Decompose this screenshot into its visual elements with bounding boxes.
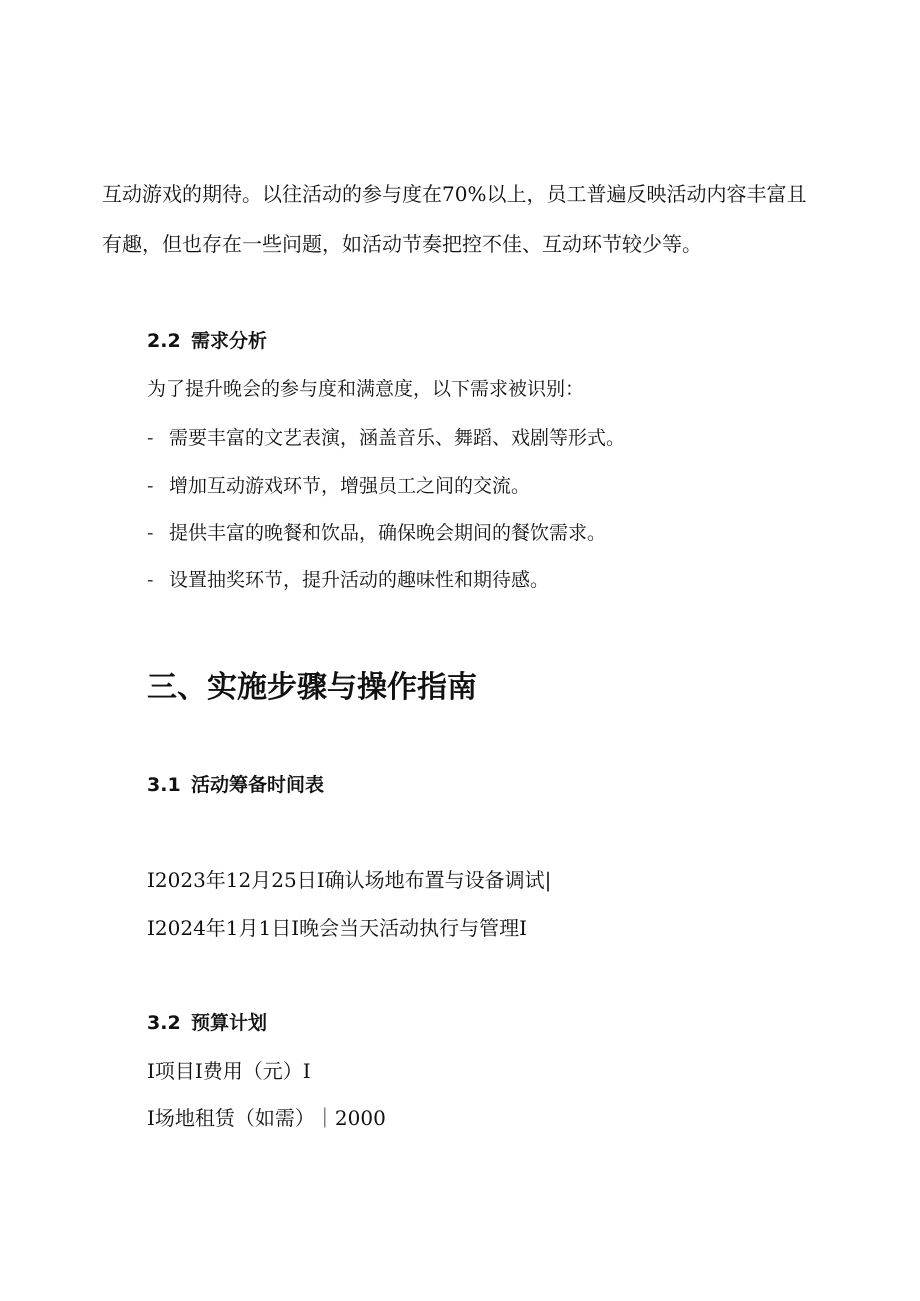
section-2-2-title: 需求分析 [191,330,268,352]
bullet-text: 需要丰富的文艺表演，涵盖音乐、舞蹈、戏剧等形式。 [169,427,626,449]
section-3-2-title: 预算计划 [191,1012,268,1034]
section-2-2-heading [147,326,267,353]
bullet-marker: - [147,569,154,591]
table-row: I项目I费用（元）I [147,1059,311,1083]
bullet-marker: - [147,522,154,544]
bullet-marker: - [147,475,154,497]
intro-paragraph-line-2: 有趣，但也存在一些问题，如活动节奏把控不佳、互动环节较少等。 [102,232,702,256]
list-item [147,471,530,498]
section-3-1-number: 3.1 [147,774,181,796]
list-item [147,565,549,592]
bullet-text: 提供丰富的晚餐和饮品，确保晚会期间的餐饮需求。 [169,522,607,544]
section-3-2-number: 3.2 [147,1012,181,1034]
section-3-heading: 三、实施步骤与操作指南 [147,670,477,705]
table-row: I场地租赁（如需）｜2000 [147,1106,386,1130]
table-row: I2023年12月25日I确认场地布置与设备调试| [147,868,552,892]
table-row: I2024年1月1日I晚会当天活动执行与管理I [147,916,528,940]
section-3-1-title: 活动筹备时间表 [191,774,325,796]
list-item [147,423,625,450]
bullet-marker: - [147,427,154,449]
section-3-1-heading [147,770,324,797]
intro-paragraph-line-1: 互动游戏的期待。以往活动的参与度在70%以上，员工普遍反映活动内容丰富且 [102,182,807,206]
section-3-2-heading [147,1008,267,1035]
section-2-2-number: 2.2 [147,330,181,352]
section-2-2-lead: 为了提升晚会的参与度和满意度，以下需求被识别： [147,378,585,400]
bullet-text: 设置抽奖环节，提升活动的趣味性和期待感。 [169,569,550,591]
bullet-text: 增加互动游戏环节，增强员工之间的交流。 [169,475,531,497]
list-item [147,518,606,545]
